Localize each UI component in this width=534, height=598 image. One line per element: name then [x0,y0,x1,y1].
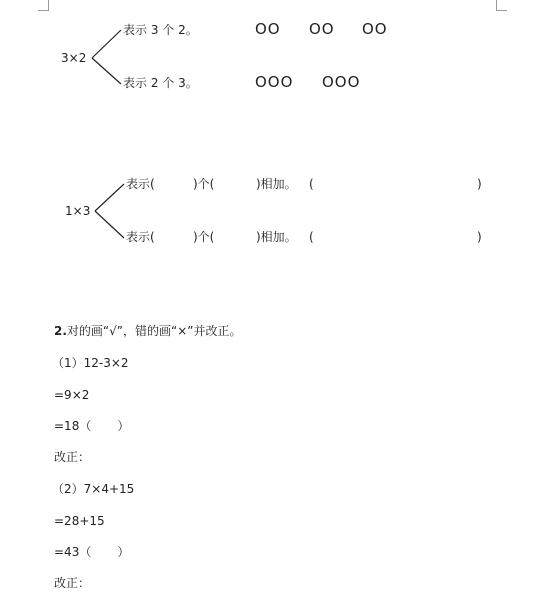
question-2-number: 2. [54,324,67,338]
circle-group-top-2: OO [309,20,335,38]
crop-mark-top-left [38,0,49,11]
part-1-step-1: =9×2 [54,388,90,402]
fill-blank-top-p2: )个( [193,177,215,191]
fill-blank-bottom-p1: 表示( [126,230,155,244]
fill-blank-top-p4: ( [309,177,314,191]
part-2-correction-label: 改正： [54,576,91,590]
part-1-step-2-value: =18 [54,419,80,433]
fill-blank-top-p5: ) [477,177,482,191]
expression-1x3: 1×3 [65,204,91,218]
expression-3x2: 3×2 [61,51,87,65]
fill-blank-bottom-p3: )相加。 [256,230,297,244]
part-2-step-2 [54,546,129,558]
circle-group-bottom-1: OOO [255,73,294,91]
part-2-answer-bracket-close: ） [117,545,130,559]
circle-group-top-3: OO [362,20,388,38]
part-1-answer-bracket-open: （ [79,419,92,433]
fill-blank-bottom-p4: ( [309,230,314,244]
fill-blank-bottom-p5: ) [477,230,482,244]
part-2-step-2-value: =43 [54,545,80,559]
fill-blank-bottom-p2: )个( [193,230,215,244]
part-2-label: （2）7×4+15 [52,482,135,496]
expression-3x2-bottom-meaning: 表示 2 个 3。 [123,76,198,90]
crop-mark-top-right [496,0,507,11]
fill-blank-top-p1: 表示( [126,177,155,191]
branch-line-b-top [95,184,124,211]
fill-blank-top-p3: )相加。 [256,177,297,191]
circle-group-top-1: OO [255,20,281,38]
circle-group-bottom-2: OOO [322,73,361,91]
part-1-answer-bracket-close: ） [117,419,130,433]
expression-3x2-top-meaning: 表示 3 个 2。 [123,23,198,37]
part-2-step-1: =28+15 [54,514,105,528]
part-1-step-2 [54,420,129,432]
branch-line-a-bottom [92,58,121,84]
part-1-correction-label: 改正： [54,450,91,464]
part-2-answer-bracket-open: （ [79,545,92,559]
branch-line-a-top [92,30,121,58]
question-2-title: 对的画“√”，错的画“×”并改正。 [66,324,242,338]
branch-line-b-bottom [95,211,124,238]
part-1-label: （1）12-3×2 [52,356,129,370]
question-2-heading [54,325,242,337]
